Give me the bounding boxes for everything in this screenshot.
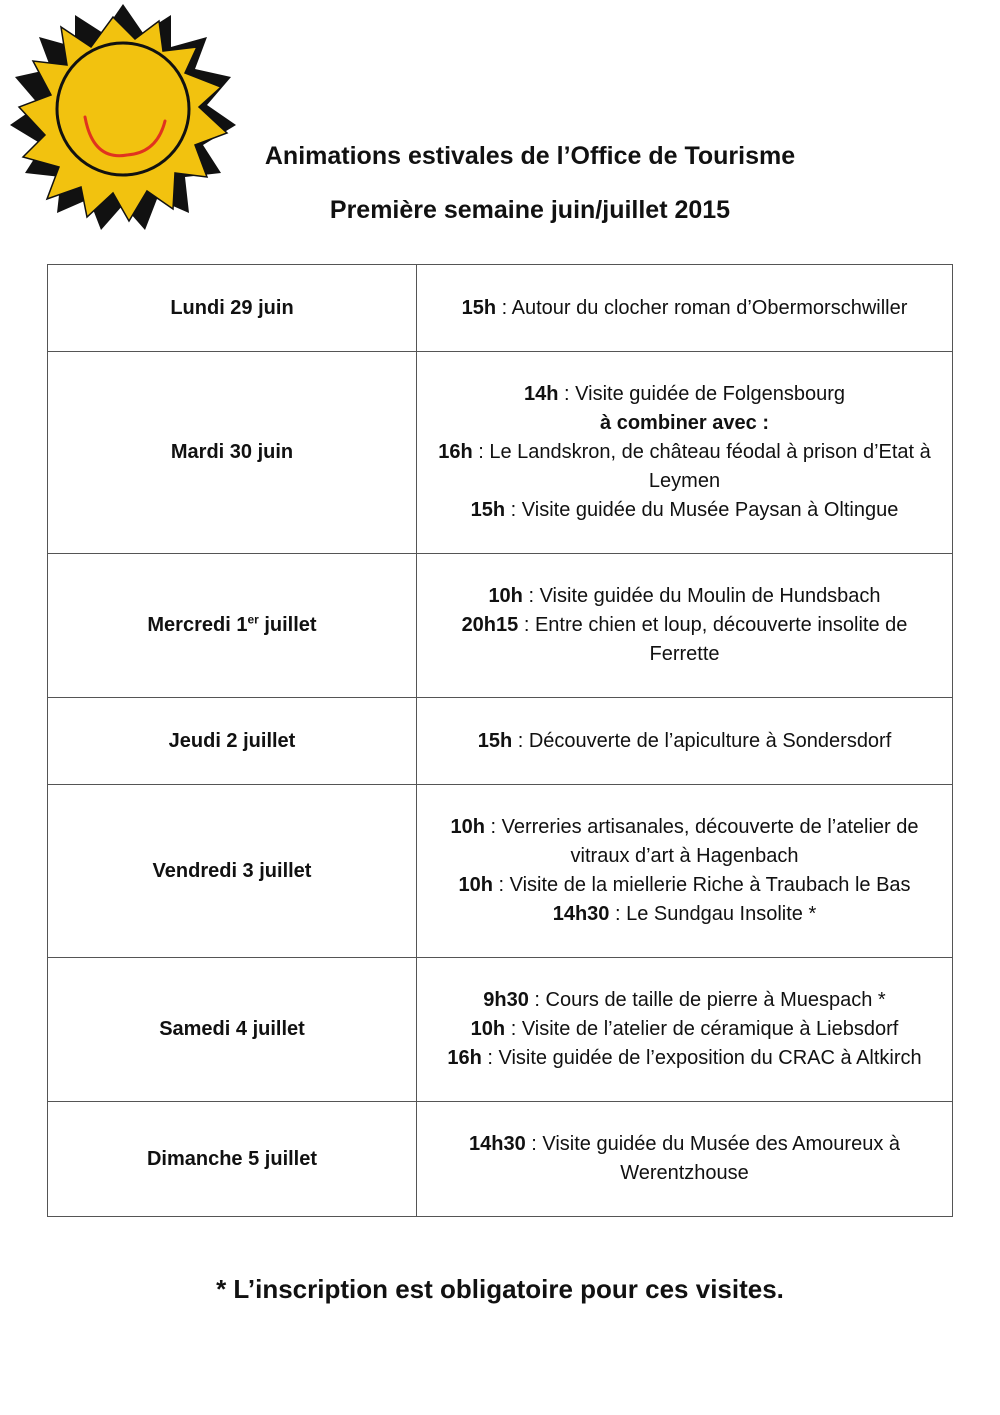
event-time: 14h [524, 383, 559, 405]
separator: : [525, 1133, 543, 1155]
separator: : [528, 989, 546, 1011]
separator: : [505, 1018, 522, 1040]
events-cell [417, 958, 953, 1102]
day-name: Mercredi 1 [147, 614, 248, 636]
table-row [48, 352, 953, 554]
separator: : [484, 816, 502, 838]
table-row [48, 958, 953, 1102]
event-text: Le Landskron, de château féodal à prison d’Etat à Leymen [489, 441, 931, 492]
day-cell: Jeudi 2 juillet [48, 698, 417, 785]
table-row [48, 698, 953, 785]
ordinal-suffix: er [247, 612, 259, 627]
event-text: Cours de taille de pierre à Muespach * [545, 989, 886, 1011]
day-cell: Lundi 29 juin [48, 265, 417, 352]
event-time: 16h [447, 1047, 482, 1069]
event-text: Découverte de l’apiculture à Sondersdorf [528, 729, 892, 752]
event-line [425, 871, 944, 900]
separator: : [609, 903, 627, 925]
events-cell [417, 1102, 953, 1217]
separator: : [505, 499, 522, 521]
event-time: 10h [450, 816, 485, 838]
day-cell: Mardi 30 juin [48, 352, 417, 554]
separator: : [512, 729, 529, 752]
event-time: 20h15 [461, 614, 519, 636]
day-cell [48, 554, 417, 698]
event-text: Visite de l’atelier de céramique à Liebsdorf [521, 1018, 899, 1040]
event-text: Entre chien et loup, découverte insolite de Ferrette [534, 614, 908, 665]
table-row [48, 785, 953, 958]
table-row [48, 265, 953, 352]
table-row [48, 1102, 953, 1217]
events-cell [417, 554, 953, 698]
day-cell: Vendredi 3 juillet [48, 785, 417, 958]
event-text: Visite guidée du Moulin de Hundsbach [539, 585, 881, 607]
event-time: 10h [470, 1018, 506, 1040]
event-time: 15h [461, 296, 497, 319]
event-text: Verreries artisanales, découverte de l’atelier de vitraux d’art à Hagenbach [501, 816, 919, 867]
separator: : [472, 441, 490, 463]
separator: : [496, 296, 512, 319]
event-time: 15h [477, 729, 513, 752]
event-text: Visite guidée du Musée des Amoureux à Werentzhouse [542, 1133, 901, 1184]
event-line [425, 727, 944, 756]
day-cell: Dimanche 5 juillet [48, 1102, 417, 1217]
events-cell [417, 698, 953, 785]
event-time: 10h [458, 874, 493, 896]
event-text: Autour du clocher roman d’Obermorschwiller [511, 296, 908, 319]
event-text: Visite guidée de l’exposition du CRAC à Altkirch [498, 1047, 922, 1069]
event-time: 15h [470, 499, 506, 521]
registration-footnote: * L’inscription est obligatoire pour ces visites. [216, 1274, 784, 1304]
separator: : [492, 874, 510, 896]
separator: : [558, 383, 576, 405]
event-line [425, 438, 944, 496]
events-cell [417, 785, 953, 958]
event-line [425, 1044, 944, 1073]
event-text: Visite de la miellerie Riche à Traubach le Bas [509, 874, 911, 896]
event-line [425, 1130, 944, 1188]
event-line [425, 900, 944, 929]
table-row [48, 554, 953, 698]
event-line [425, 496, 944, 525]
event-time: 9h30 [483, 989, 529, 1011]
event-time: 14h30 [468, 1133, 526, 1155]
event-line [425, 294, 944, 323]
event-time: 16h [438, 441, 473, 463]
schedule-table [47, 264, 953, 1217]
event-line [425, 380, 944, 409]
separator: : [518, 614, 535, 636]
day-cell: Samedi 4 juillet [48, 958, 417, 1102]
event-line [425, 582, 944, 611]
event-time: 10h [488, 585, 523, 607]
page-subtitle: Première semaine juin/juillet 2015 [329, 196, 731, 224]
event-text: Visite guidée du Musée Paysan à Oltingue [521, 499, 899, 521]
event-time: 14h30 [552, 903, 610, 925]
events-cell [417, 352, 953, 554]
separator: : [522, 585, 540, 607]
combine-note: à combiner avec : [600, 412, 769, 434]
event-line [425, 986, 944, 1015]
event-line [425, 1015, 944, 1044]
day-month: juillet [258, 614, 317, 636]
event-text: Le Sundgau Insolite * [626, 903, 817, 925]
event-line [425, 611, 944, 669]
event-text: Visite guidée de Folgensbourg [575, 383, 845, 405]
event-line [425, 813, 944, 871]
events-cell [417, 265, 953, 352]
page-title: Animations estivales de l’Office de Tourisme [264, 142, 796, 170]
separator: : [481, 1047, 499, 1069]
